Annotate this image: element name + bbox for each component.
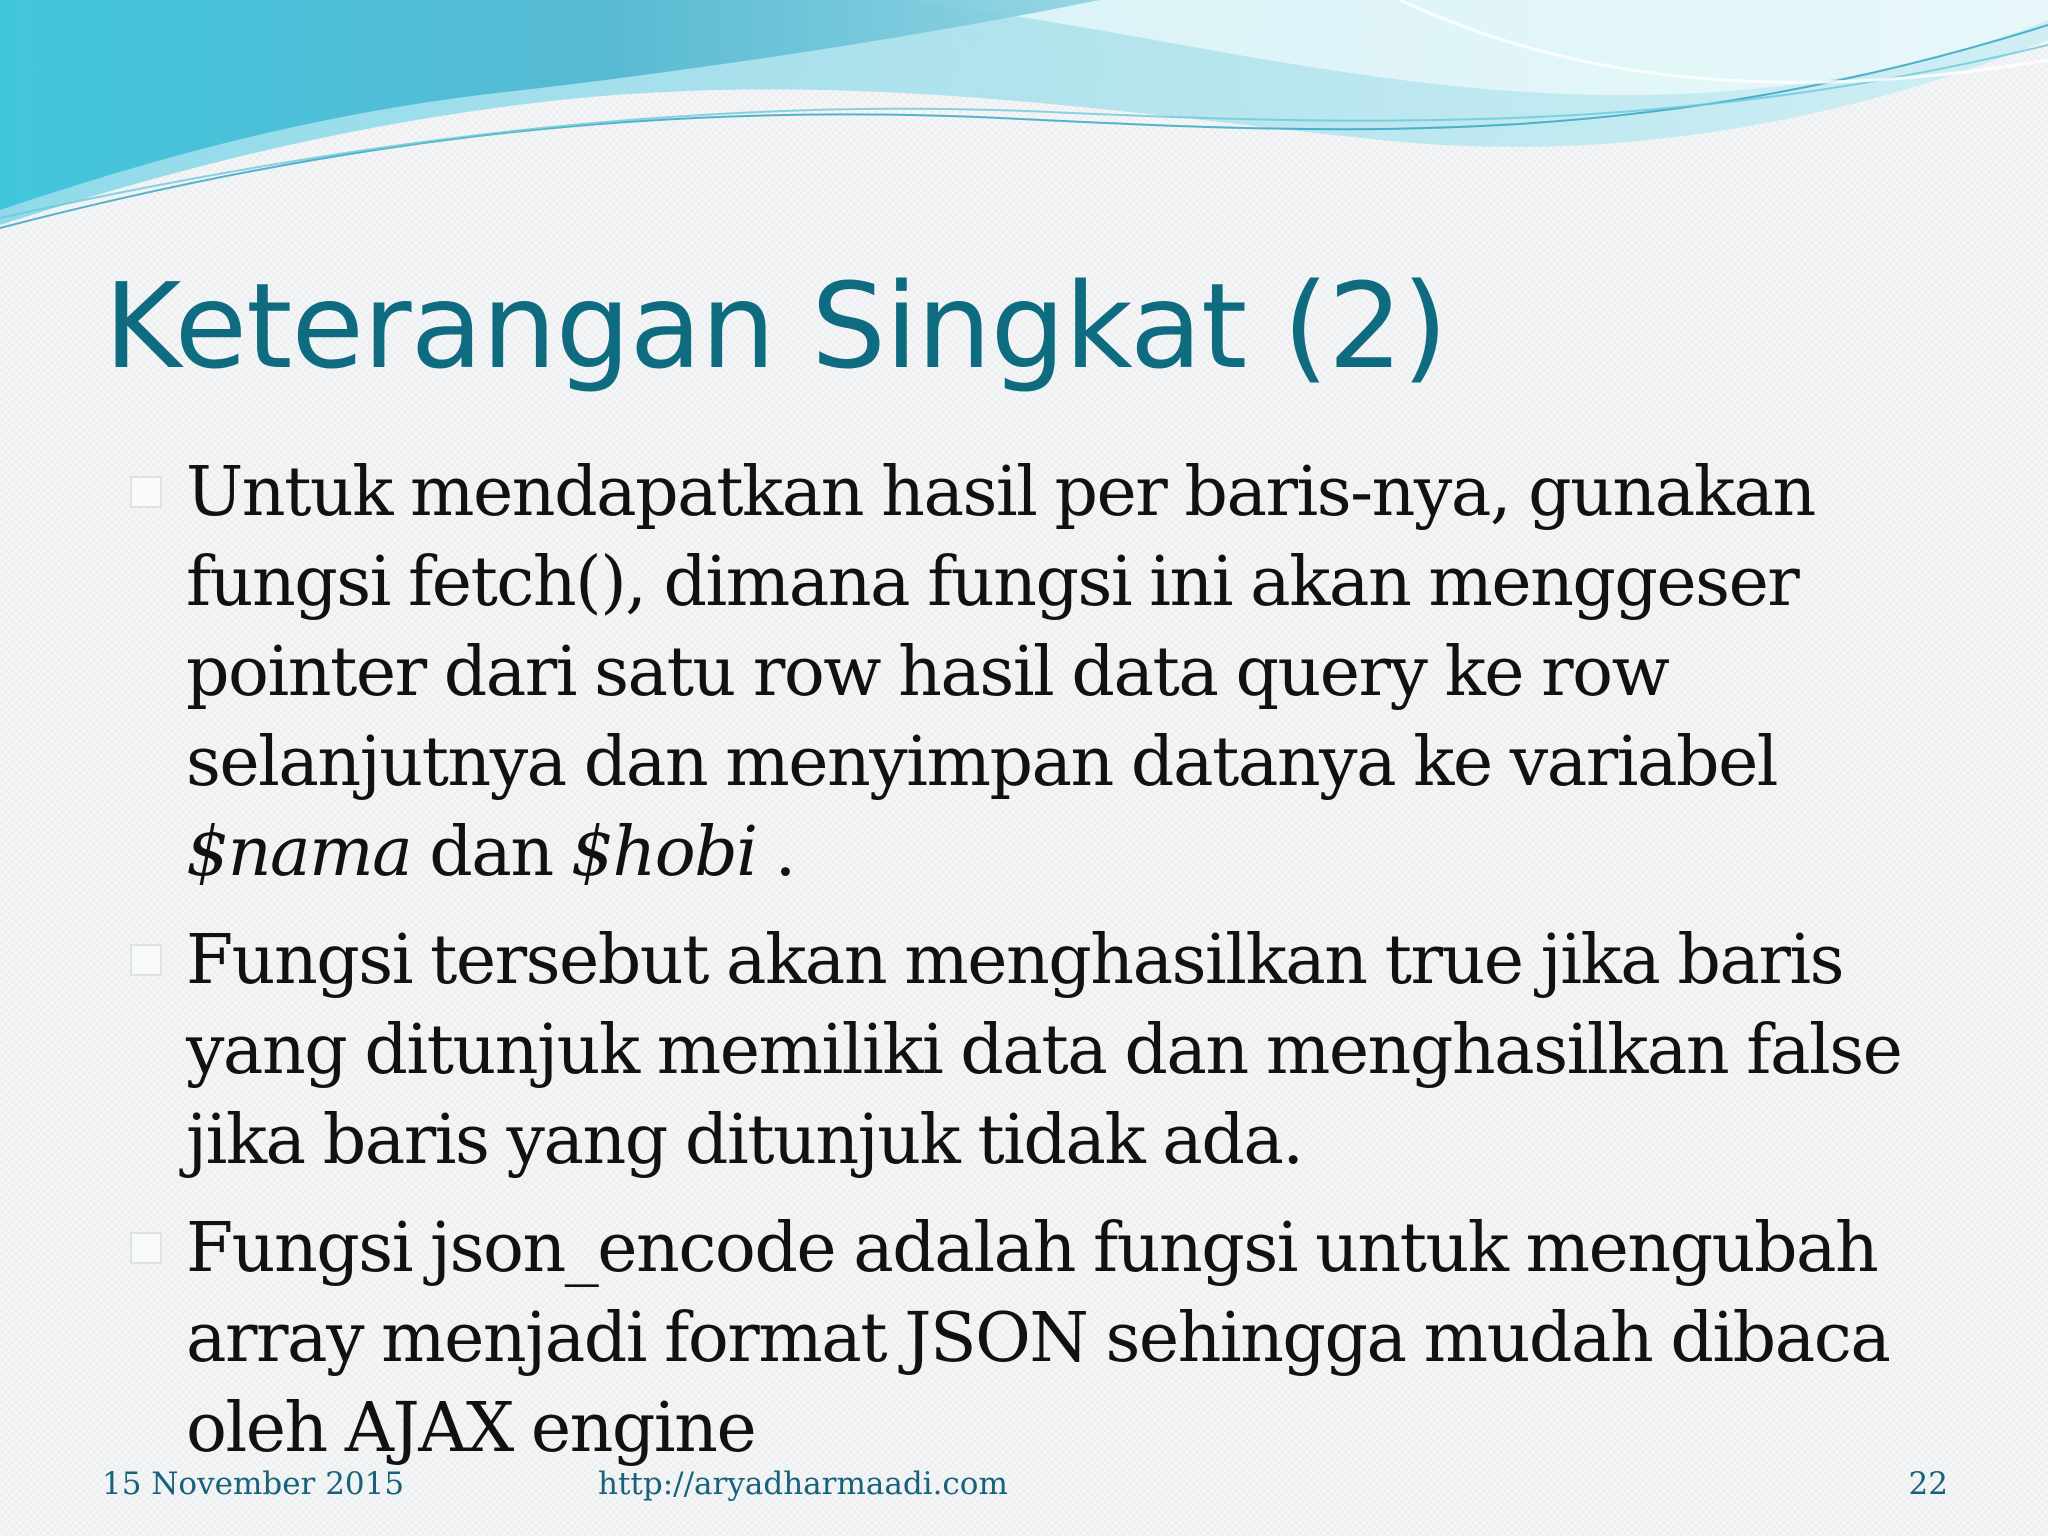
square-bullet-icon bbox=[130, 944, 162, 976]
bullet-item bbox=[126, 916, 1926, 1186]
square-bullet-icon bbox=[130, 1232, 162, 1264]
bullet-item bbox=[126, 1204, 1926, 1474]
footer-page-number: 22 bbox=[1908, 1466, 1948, 1502]
bullet-item bbox=[126, 448, 1926, 898]
square-bullet-icon bbox=[130, 476, 162, 508]
bullet-text bbox=[186, 453, 1815, 892]
bullet-list bbox=[126, 448, 1926, 1492]
header-wave-decoration bbox=[0, 0, 2048, 260]
slide-title: Keterangan Singkat (2) bbox=[104, 257, 1447, 395]
bullet-end: . bbox=[774, 813, 795, 892]
bullet-joiner: dan bbox=[429, 813, 553, 892]
variable-nama: $nama bbox=[186, 813, 412, 892]
variable-hobi: $hobi bbox=[570, 813, 757, 892]
bullet-text-main: Untuk mendapatkan hasil per baris-nya, gunakan fungsi fetch(), dimana fungsi ini akan menggeser pointer dari satu row hasil data query ke row selanjutnya dan menyimpan datanya ke variabel bbox=[186, 453, 1815, 802]
footer-date: 15 November 2015 bbox=[102, 1466, 405, 1502]
bullet-text: Fungsi json_encode adalah fungsi untuk mengubah array menjadi format JSON sehingga mudah dibaca oleh AJAX engine bbox=[186, 1209, 1890, 1468]
bullet-text: Fungsi tersebut akan menghasilkan true jika baris yang ditunjuk memiliki data dan menghasilkan false jika baris yang ditunjuk tidak ada. bbox=[186, 921, 1902, 1180]
footer-url: http://aryadharmaadi.com bbox=[598, 1466, 1008, 1502]
